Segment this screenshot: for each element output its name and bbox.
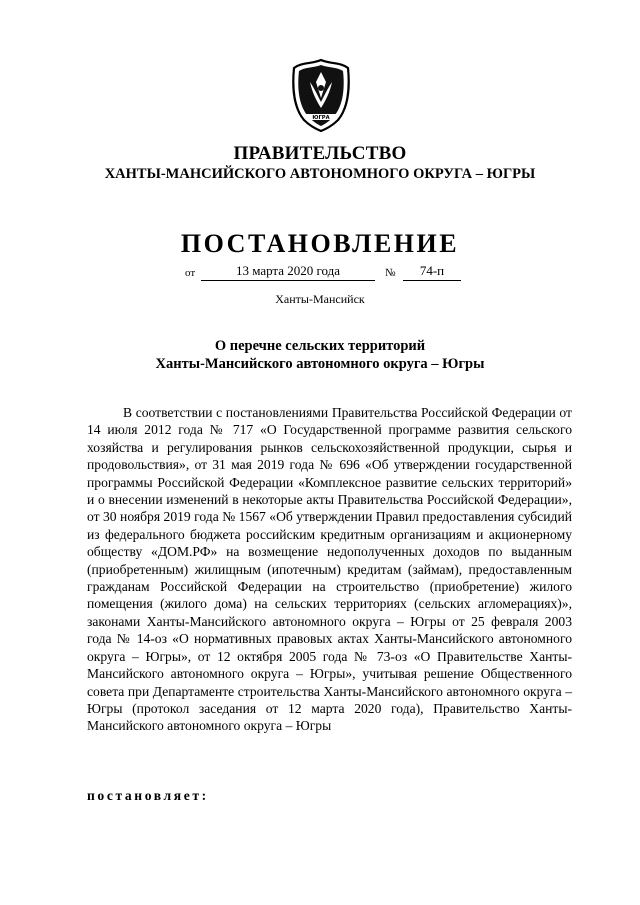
document-type: ПОСТАНОВЛЕНИЕ <box>180 229 460 258</box>
organization-title: ПРАВИТЕЛЬСТВО <box>233 143 407 164</box>
coat-of-arms-emblem <box>290 58 352 132</box>
document-date: 13 марта 2020 года <box>201 263 375 281</box>
number-label: № <box>385 267 396 279</box>
city-name: Ханты-Мансийск <box>275 292 365 306</box>
resolves-word: постановляет: <box>87 788 209 803</box>
subject-line-2: Ханты-Мансийского автономного округа – Югры <box>155 356 485 372</box>
document-number: 74-п <box>403 263 461 281</box>
svg-text:ЮГРА: ЮГРА <box>312 115 330 121</box>
subject-line-1: О перечне сельских территорий <box>214 338 426 354</box>
organization-region: ХАНТЫ-МАНСИЙСКОГО АВТОНОМНОГО ОКРУГА – ЮГРЫ <box>104 166 536 182</box>
from-label: от <box>185 267 196 279</box>
preamble-paragraph: В соответствии с постановлениями Правительства Российской Федерации от 14 июля 2012 года № 717 «О Государственной программе развития сельского хозяйства и регулирования рынков сельскохозяйственной продукции, сырья и продовольствия», от 31 мая 2019 года № 696 «Об утверждении государственной программы Российской Федерации «Комплексное развитие сельских территорий» и о внесении изменений в некоторые акты Правительства Российской Федерации», от 30 ноября 2019 года № 1567 «Об утверждении Правил предоставления субсидий из федерального бюджета российским кредитным организациям и акционерному обществу «ДОМ.РФ» на возмещение недополученных доходов по выданным (приобретенным) жилищным (ипотечным) кредитам (займам), предоставленным гражданам Российской Федерации на строительство (приобретение) жилого помещения (жилого дома) на сельских территориях (сельских агломерациях)», законами Ханты-Мансийского автономного округа – Югры от 25 февраля 2003 года № 14-оз «О нормативных правовых актах Ханты-Мансийского автономного округа – Югры», от 12 октября 2005 года № 73-оз «О Правительстве Ханты-Мансийского автономного округа – Югры», учитывая решение Общественного совета при Департаменте строительства Ханты-Мансийского автономного округа – Югры (протокол заседания от 12 марта 2020 года), Правительство Ханты-Мансийского автономного округа – Югры <box>87 405 572 734</box>
date-number-line <box>185 263 485 285</box>
